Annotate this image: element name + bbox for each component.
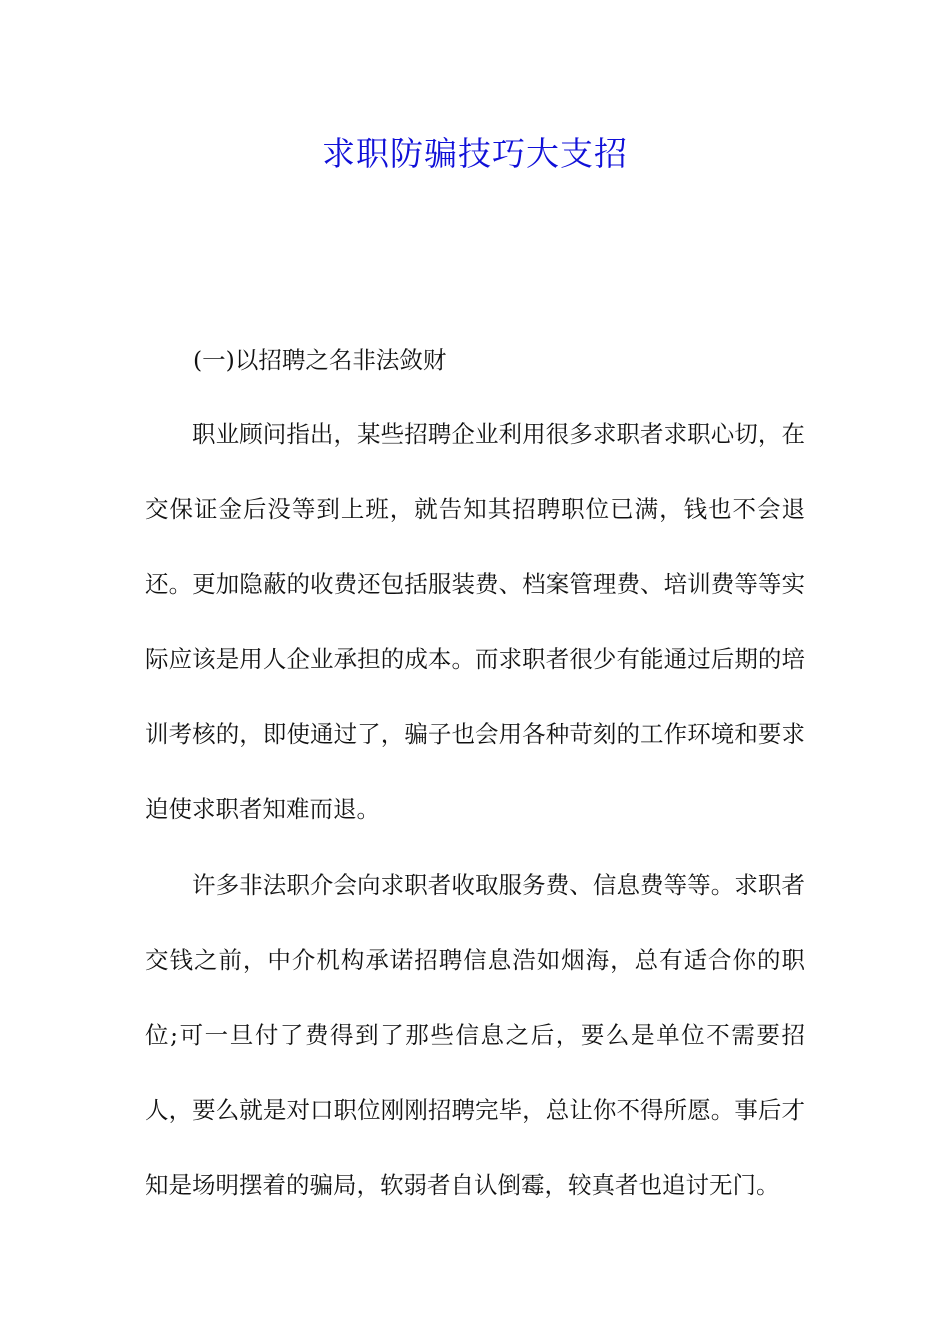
paragraph-1: 职业顾问指出，某些招聘企业利用很多求职者求职心切，在交保证金后没等到上班，就告知其招聘职位已满，钱也不会退还。更加隐蔽的收费还包括服装费、档案管理费、培训费等等实际应该是用人企业承担的成本。而求职者很少有能通过后期的培训考核的，即使通过了，骗子也会用各种苛刻的工作环境和要求迫使求职者知难而退。 [145, 420, 805, 823]
paragraph-2: 许多非法职介会向求职者收取服务费、信息费等等。求职者交钱之前，中介机构承诺招聘信息浩如烟海，总有适合你的职位;可一旦付了费得到了那些信息之后，要么是单位不需要招人，要么就是对口职位刚刚招聘完毕，总让你不得所愿。事后才知是场明摆着的骗局，软弱者自认倒霉，较真者也追讨无门。 [145, 871, 805, 1199]
section-heading: (一)以招聘之名非法敛财 [193, 346, 447, 374]
document-title: 求职防骗技巧大支招 [322, 134, 628, 173]
